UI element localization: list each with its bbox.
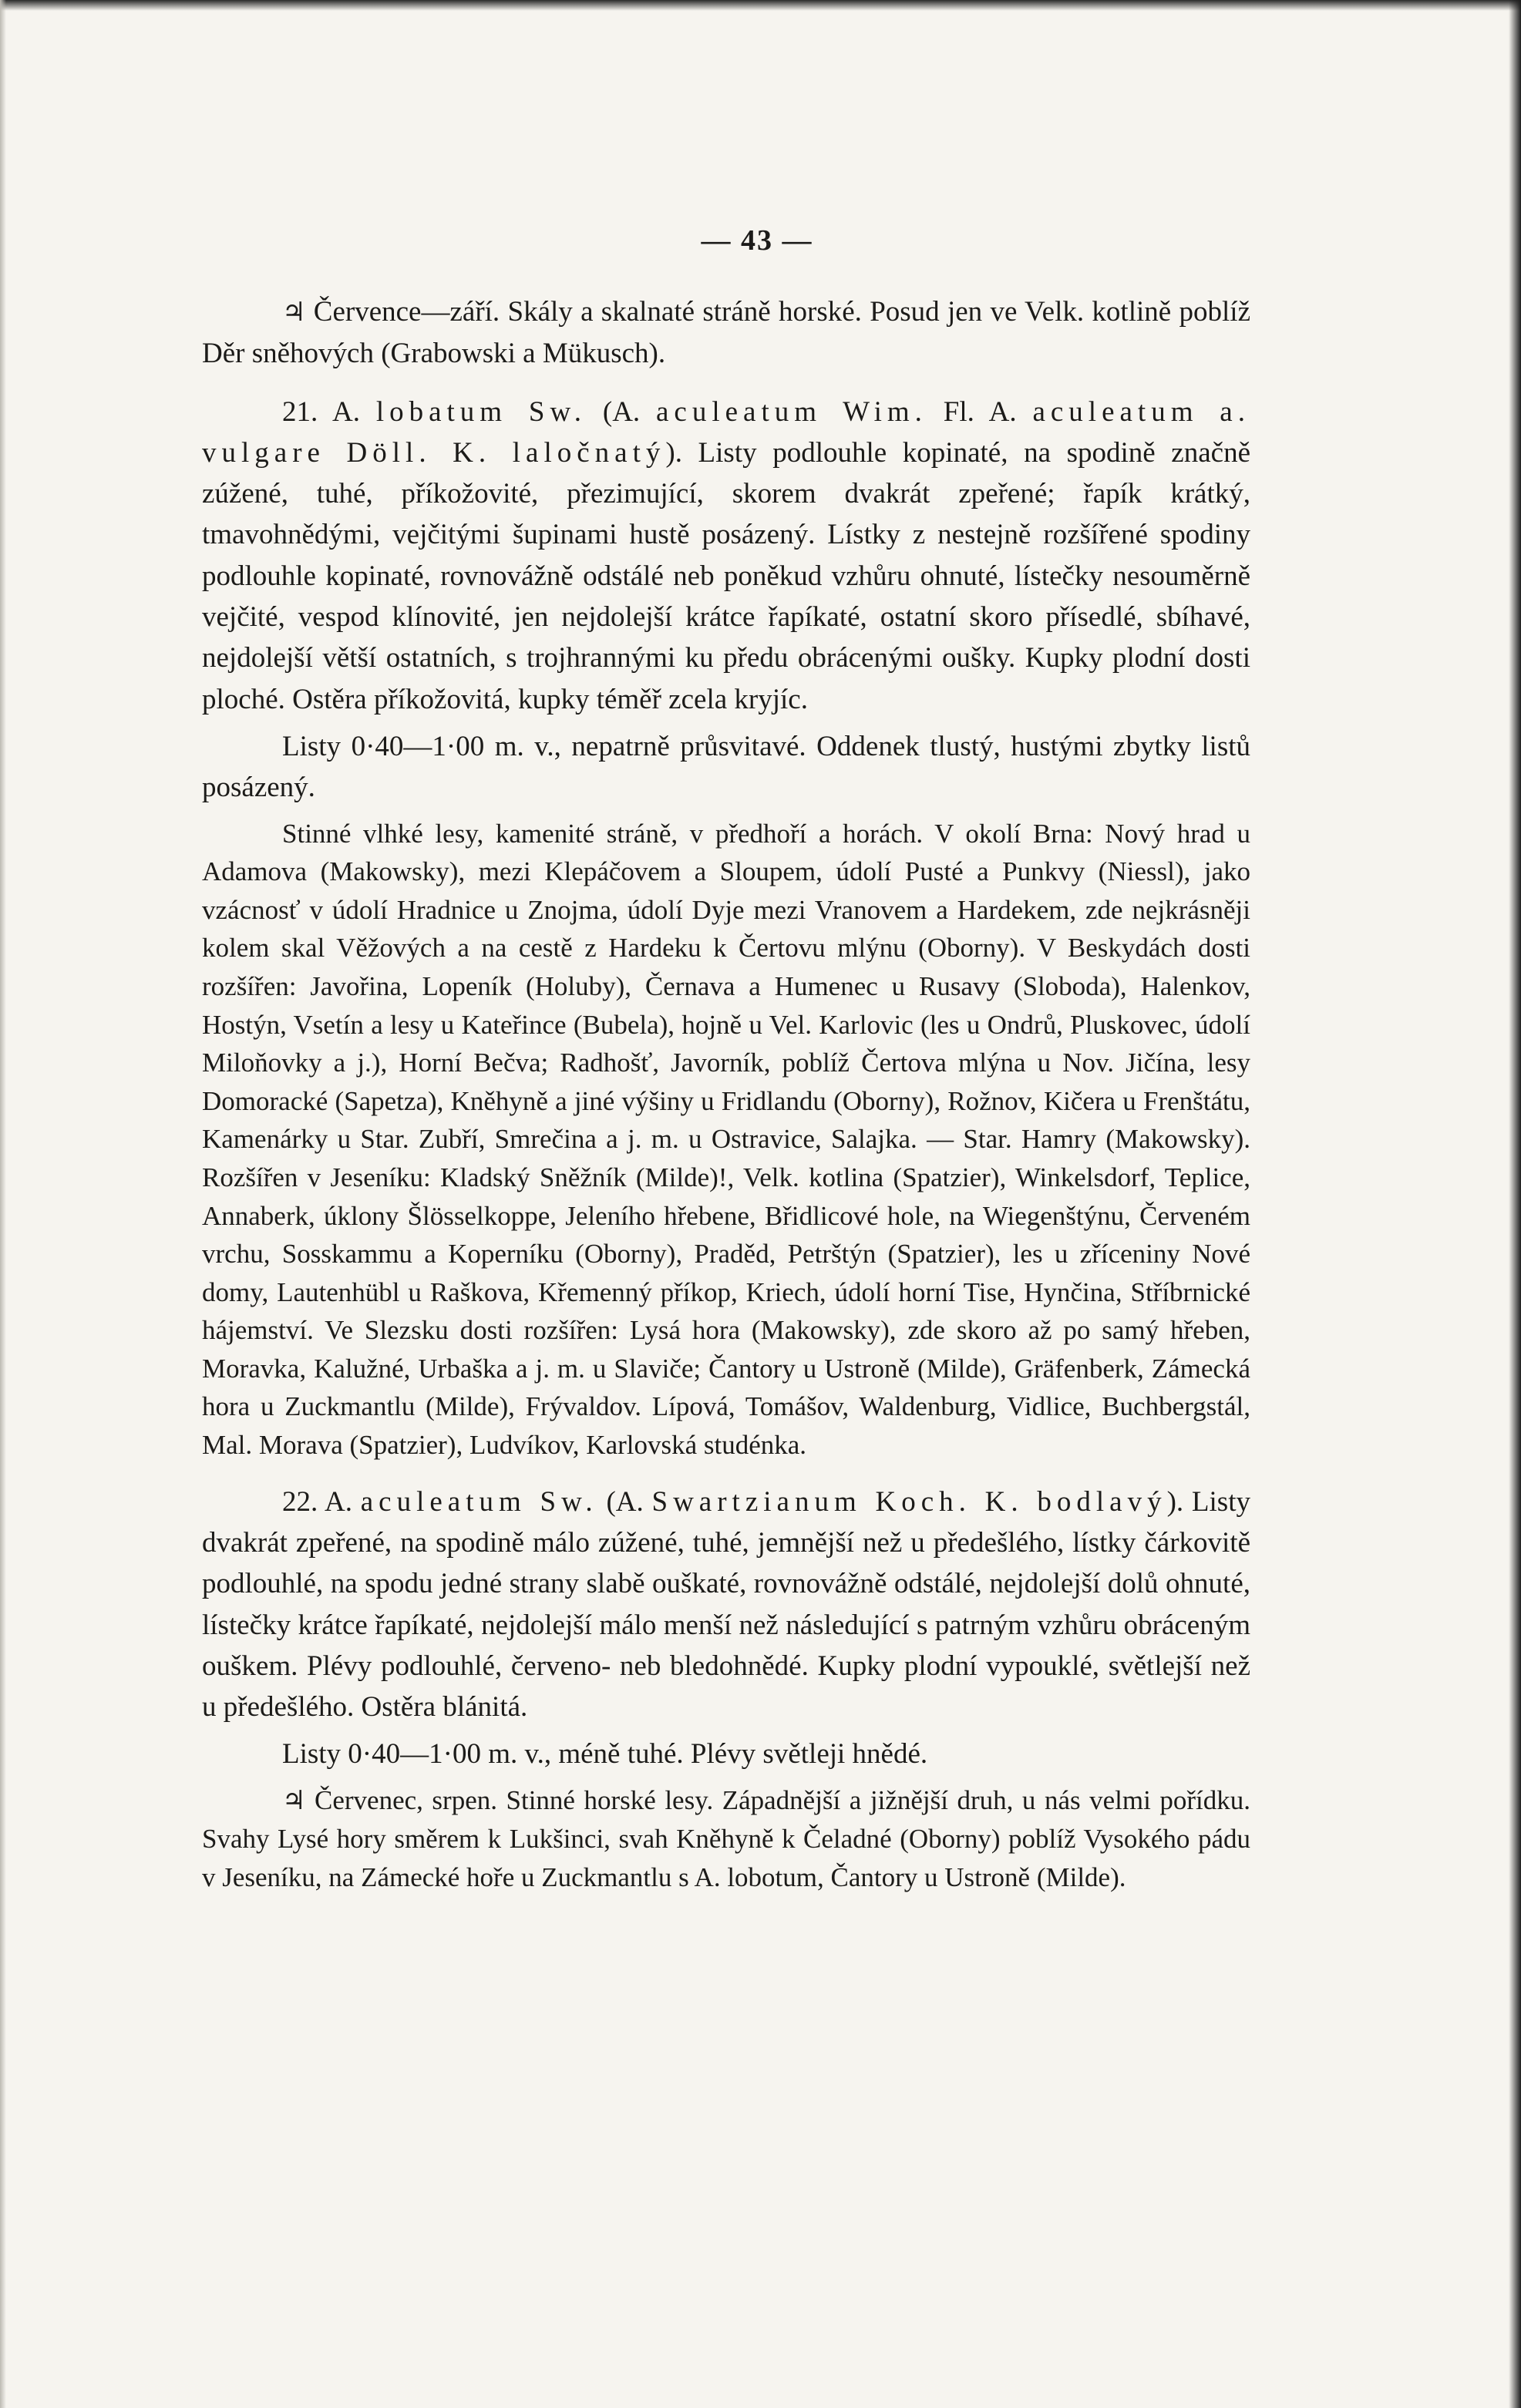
species-name: aculeatum Sw. <box>360 1485 598 1518</box>
synonym-open: (A. <box>597 1485 652 1518</box>
synonym-1: Swartzianum Koch. K. bodlavý <box>651 1485 1167 1518</box>
perennial-symbol: ♃ <box>282 297 306 328</box>
species-name: lobatum Sw. <box>375 395 587 428</box>
paragraph-text: ). Listy dvakrát zpeřené, na spodině málo zúžené, tuhé, jemnější než u předešlého, lístky čárkovitě podlouhlé, na spodu jedné strany slabě ouškaté, rovnovážně odstálé, nejdolejší dolů ohnuté, lístečky krátce řapíkaté, nejdolejší málo menší než následující s patrným vzhůru obráceným ouškem. Plévy podlouhlé, červeno- neb bledohnědé. Kupky plodní vypouklé, světlejší než u předešlého. Ostěra blánitá. <box>202 1485 1250 1724</box>
species-21-description <box>202 392 1250 720</box>
paragraph-text: ). Listy podlouhle kopinaté, na spodině značně zúžené, tuhé, příkožovité, přezimující, skorem dvakrát zpeřené; řapík krátký, tmavohnědými, vejčitými šupinami hustě posázený. Lístky z nestejně rozšířené spodiny podlouhle kopinaté, rovnovážně odstálé neb poněkud vzhůru ohnuté, lístečky nesouměrně vejčité, vespod klínovité, jen nejdolejší krátce řapíkaté, ostatní skoro přísedlé, sbíhavé, nejdolejší větší ostatních, s trojhrannými ku předu obrácenými oušky. Kupky plodní dosti ploché. Ostěra příkožovitá, kupky téměř zcela kryjíc. <box>202 436 1250 715</box>
book-page <box>202 224 1250 1897</box>
species-number: 22. A. <box>282 1485 361 1518</box>
paragraph-text: Července—září. Skály a skalnaté stráně horské. Posud jen ve Velk. kotlině poblíž Děr sněhových (Grabowski a Mükusch). <box>202 296 1250 370</box>
species-21-measurements: Listy 0·40—1·00 m. v., nepatrně průsvitavé. Oddenek tlustý, hustými zbytky listů posázený. <box>202 730 1250 804</box>
species-22-measurements: Listy 0·40—1·00 m. v., méně tuhé. Plévy světleji hnědé. <box>282 1738 928 1771</box>
synonym-1: aculeatum Wim. <box>656 395 927 428</box>
species-22-distribution <box>202 1781 1250 1897</box>
paragraph-flowering-habitat-21 <box>202 291 1250 375</box>
paragraph-text: Červenec, srpen. Stinné horské lesy. Západnější a jižnější druh, u nás velmi pořídku. Svahy Lysé hory směrem k Lukšinci, svah Kněhyně k Čeladné (Oborny) poblíž Vysokého pádu v Jeseníku, na Zámecké hoře u Zuckmantlu s A. lobotum, Čantory u Ustroně (Milde). <box>202 1784 1250 1892</box>
synonym-2: aculeatum a. vulgare Döll. K. laločnatý <box>202 395 1250 469</box>
synonym-open: (A. <box>587 395 656 428</box>
species-number: 21. A. <box>282 395 376 428</box>
scan-edge-left <box>0 0 6 2408</box>
page-number: — 43 — <box>701 224 813 257</box>
scan-edge-top <box>0 0 1521 11</box>
species-21-distribution: Stinné vlhké lesy, kamenité stráně, v předhoří a horách. V okolí Brna: Nový hrad u Adamova (Makowsky), mezi Klepáčovem a Sloupem, údolí Pusté a Punkvy (Niessl), jako vzácnosť v údolí Hradnice u Znojma, údolí Dyje mezi Vranovem a Hardekem, zde nejkrásněji kolem skal Věžových a na cestě z Hardeku k Čertovu mlýnu (Oborny). V Beskydách dosti rozšířen: Javořina, Lopeník (Holuby), Černava a Humenec u Rusavy (Sloboda), Halenkov, Hostýn, Vsetín a lesy u Kateřince (Bubela), hojně u Vel. Karlovic (les u Ondrů, Pluskovec, údolí Miloňovky a j.), Horní Bečva; Radhošť, Javorník, poblíž Čertova mlýna u Nov. Jičína, lesy Domoracké (Sapetza), Kněhyně a jiné výšiny u Fridlandu (Oborny), Rožnov, Kičera u Frenštátu, Kamenárky u Star. Zubří, Smrečina a j. m. u Ostravice, Salajka. — Star. Hamry (Makowsky). Rozšířen v Jeseníku: Kladský Sněžník (Milde)!, Velk. kotlina (Spatzier), Winkelsdorf, Teplice, Annaberk, úklony Šlösselkoppe, Jeleního hřebene, Břidlicové hole, na Wiegenštýnu, Červeném vrchu, Sosskammu a Koperníku (Oborny), Praděd, Petrštýn (Spatzier), les u zříceniny Nové domy, Lautenhübl u Raškova, Křemenný příkop, Kriech, údolí horní Tise, Hynčina, Stříbrnické hájemství. Ve Slezsku dosti rozšířen: Lysá hora (Makowsky), zde skoro až po samý hřeben, Moravka, Kalužné, Urbaška a j. m. u Slaviče; Čantory u Ustroně (Milde), Gräfenberk, Zámecká hora u Zuckmantlu (Milde), Frývaldov. Lípová, Tomášov, Waldenburg, Vidlice, Buchbergstál, Mal. Morava (Spatzier), Ludvíkov, Karlovská studénka. <box>202 818 1250 1461</box>
scan-edge-right <box>1509 0 1521 2408</box>
species-22-description <box>202 1481 1250 1728</box>
synonym-separator: Fl. A. <box>927 395 1033 428</box>
perennial-symbol: ♃ <box>282 1784 306 1816</box>
